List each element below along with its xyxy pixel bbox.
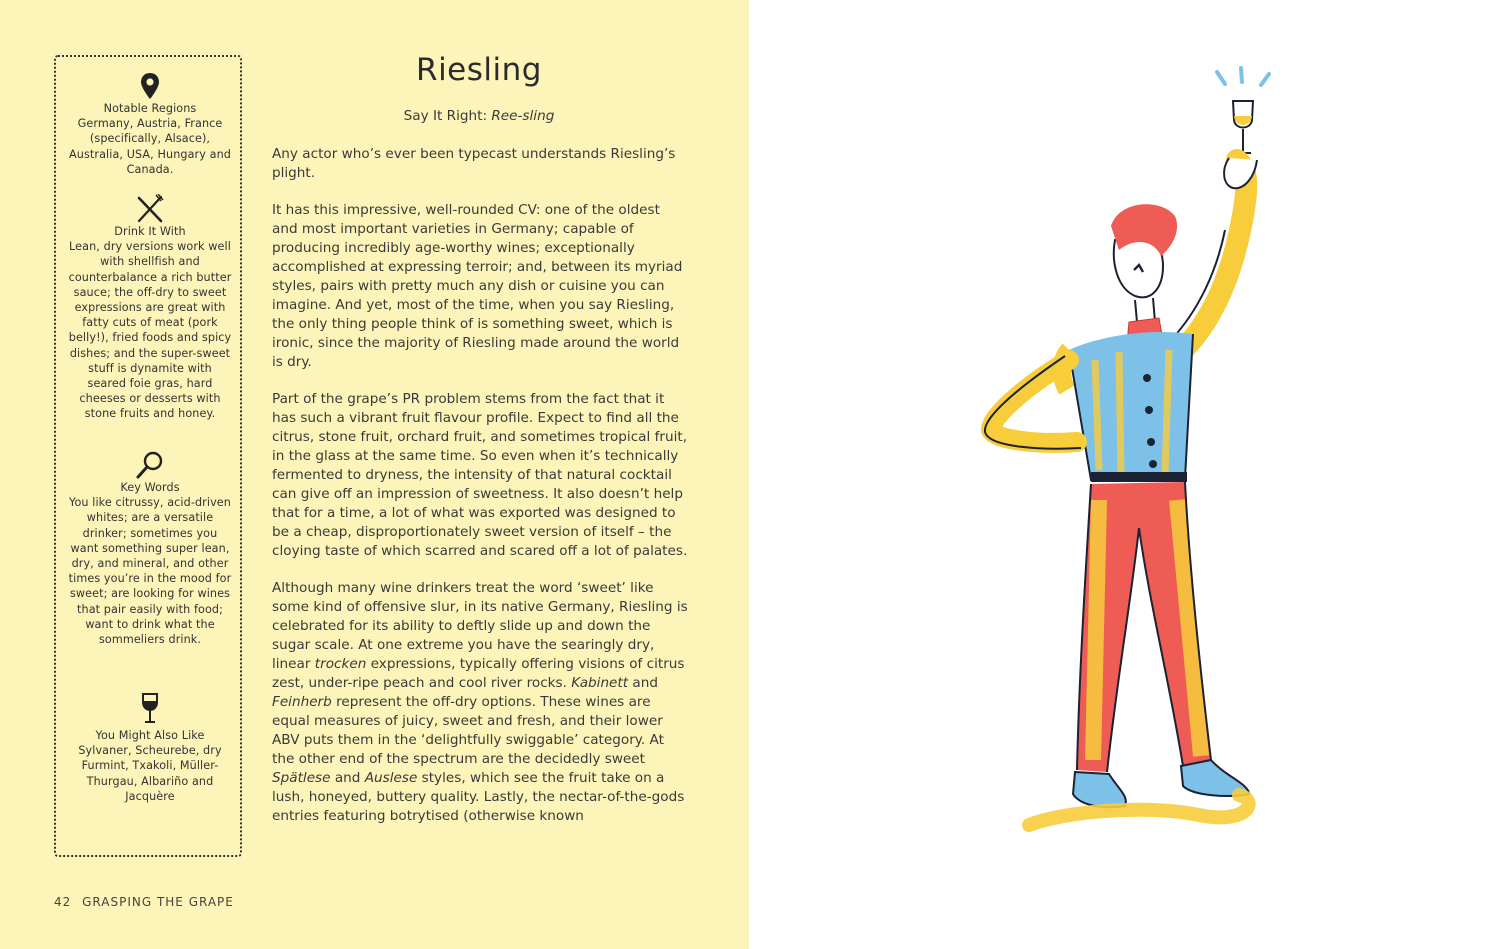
p4-text-e: and (330, 770, 365, 786)
pronunciation (272, 108, 686, 124)
term-trocken: trocken (314, 656, 367, 672)
paragraph-4 (272, 579, 688, 826)
say-it-value: Ree-sling (491, 108, 555, 124)
wine-glass-icon (140, 692, 160, 724)
map-pin-icon (139, 71, 161, 101)
magnifier-icon (135, 450, 165, 480)
also-like-text: Sylvaner, Scheurebe, dry Furmint, Txakoli, Müller-Thurgau, Albariño and Jacquère (78, 744, 222, 803)
paragraph-3: Part of the grape’s PR problem stems from the fact that it has such a vibrant fruit flavour profile. Expect to find all the citrus, stone fruit, orchard fruit, and sometimes tropical fruit, in the glass at the same time. So even when it’s technically fermented to dryness, the intensity of that natural cocktail can give off an impression of sweetness. It also doesn’t help that for a time, a lot of what was exported was designed to be a cheap, disproportionately sweet version of itself – the cloying taste of which scarred and scared off a lot of palates. (272, 391, 688, 559)
section-name: GRASPING THE GRAPE (82, 895, 234, 909)
key-words-heading: Key Words (120, 481, 180, 494)
drink-with-heading: Drink It With (114, 225, 186, 238)
term-feinherb: Feinherb (272, 694, 332, 710)
paragraph-2: It has this impressive, well-rounded CV: one of the oldest and most important varieties in Germany; capable of producing incredibly age-worthy wines; exceptionally accomplished at expressing terroir; and, between its myriad styles, pairs with pretty much any dish or cuisine you can imagine. And yet, most of the time, when you say Riesling, the only thing people think of is something sweet, which is ironic, since the majority of Riesling made around the world is dry. (272, 202, 683, 370)
page-number: 42 (54, 895, 72, 909)
regions-heading: Notable Regions (103, 102, 197, 115)
p4-text-f: styles, which see the fruit take on a lush, honeyed, buttery quality. Lastly, the nectar-of-the-gods entries featuring botrytised (otherwise known (272, 770, 685, 824)
paragraph-1: Any actor who’s ever been typecast understands Riesling’s plight. (272, 146, 676, 181)
p4-text-c: and (628, 675, 658, 691)
term-spatlese: Spätlese (272, 770, 331, 786)
p4-text-a: Although many wine drinkers treat the word ‘sweet’ like some kind of offensive slur, in its native Germany, Riesling is celebrated for its ability to deftly slide up and down the sugar scale. At one extreme you have the searingly dry, linear (272, 580, 688, 672)
sparkle-lines (1217, 68, 1269, 85)
page-footer (54, 895, 234, 909)
sidebar-also-like (56, 692, 244, 804)
also-like-heading: You Might Also Like (95, 729, 205, 742)
sidebar-regions (56, 71, 244, 177)
drink-with-text: Lean, dry versions work well with shellfish and counterbalance a rich butter sauce; the off-dry to sweet expressions are great with fatty cuts of meat (pork belly!), fried foods and spicy dishes; and the super-sweet stuff is dynamite with seared foie gras, hard cheeses or desserts with stone fruits and honey. (68, 240, 232, 421)
knife-fork-icon (135, 194, 165, 224)
say-it-label: Say It Right: (403, 108, 492, 124)
sidebar-drink-with (56, 194, 244, 422)
sidebar-box (54, 55, 242, 857)
raised-glass (1233, 101, 1253, 153)
term-kabinett: Kabinett (571, 675, 629, 691)
page-title: Riesling (416, 52, 542, 88)
left-page (0, 0, 749, 949)
key-words-text: You like citrussy, acid-driven whites; are a versatile drinker; sometimes you want something super lean, dry, and mineral, and other times you’re in the mood for sweet; are looking for wines that pair easily with food; want to drink what the sommeliers drink. (68, 496, 232, 647)
term-auslese: Auslese (364, 770, 418, 786)
right-page (749, 0, 1500, 949)
p4-text-b: expressions, typically offering visions of citrus zest, under-ripe peach and cool river rocks. (272, 656, 685, 691)
sidebar-key-words (56, 450, 244, 647)
sommelier-illustration (949, 60, 1279, 850)
regions-text: Germany, Austria, France (specifically, Alsace), Australia, USA, Hungary and Canada. (69, 117, 231, 176)
p4-text-d: represent the off-dry options. These wines are equal measures of juicy, sweet and fresh, and their lower ABV puts them in the ‘delightfully swiggable’ category. At the other end of the spectrum are the decidedly sweet (272, 694, 664, 767)
article-body (272, 145, 688, 844)
